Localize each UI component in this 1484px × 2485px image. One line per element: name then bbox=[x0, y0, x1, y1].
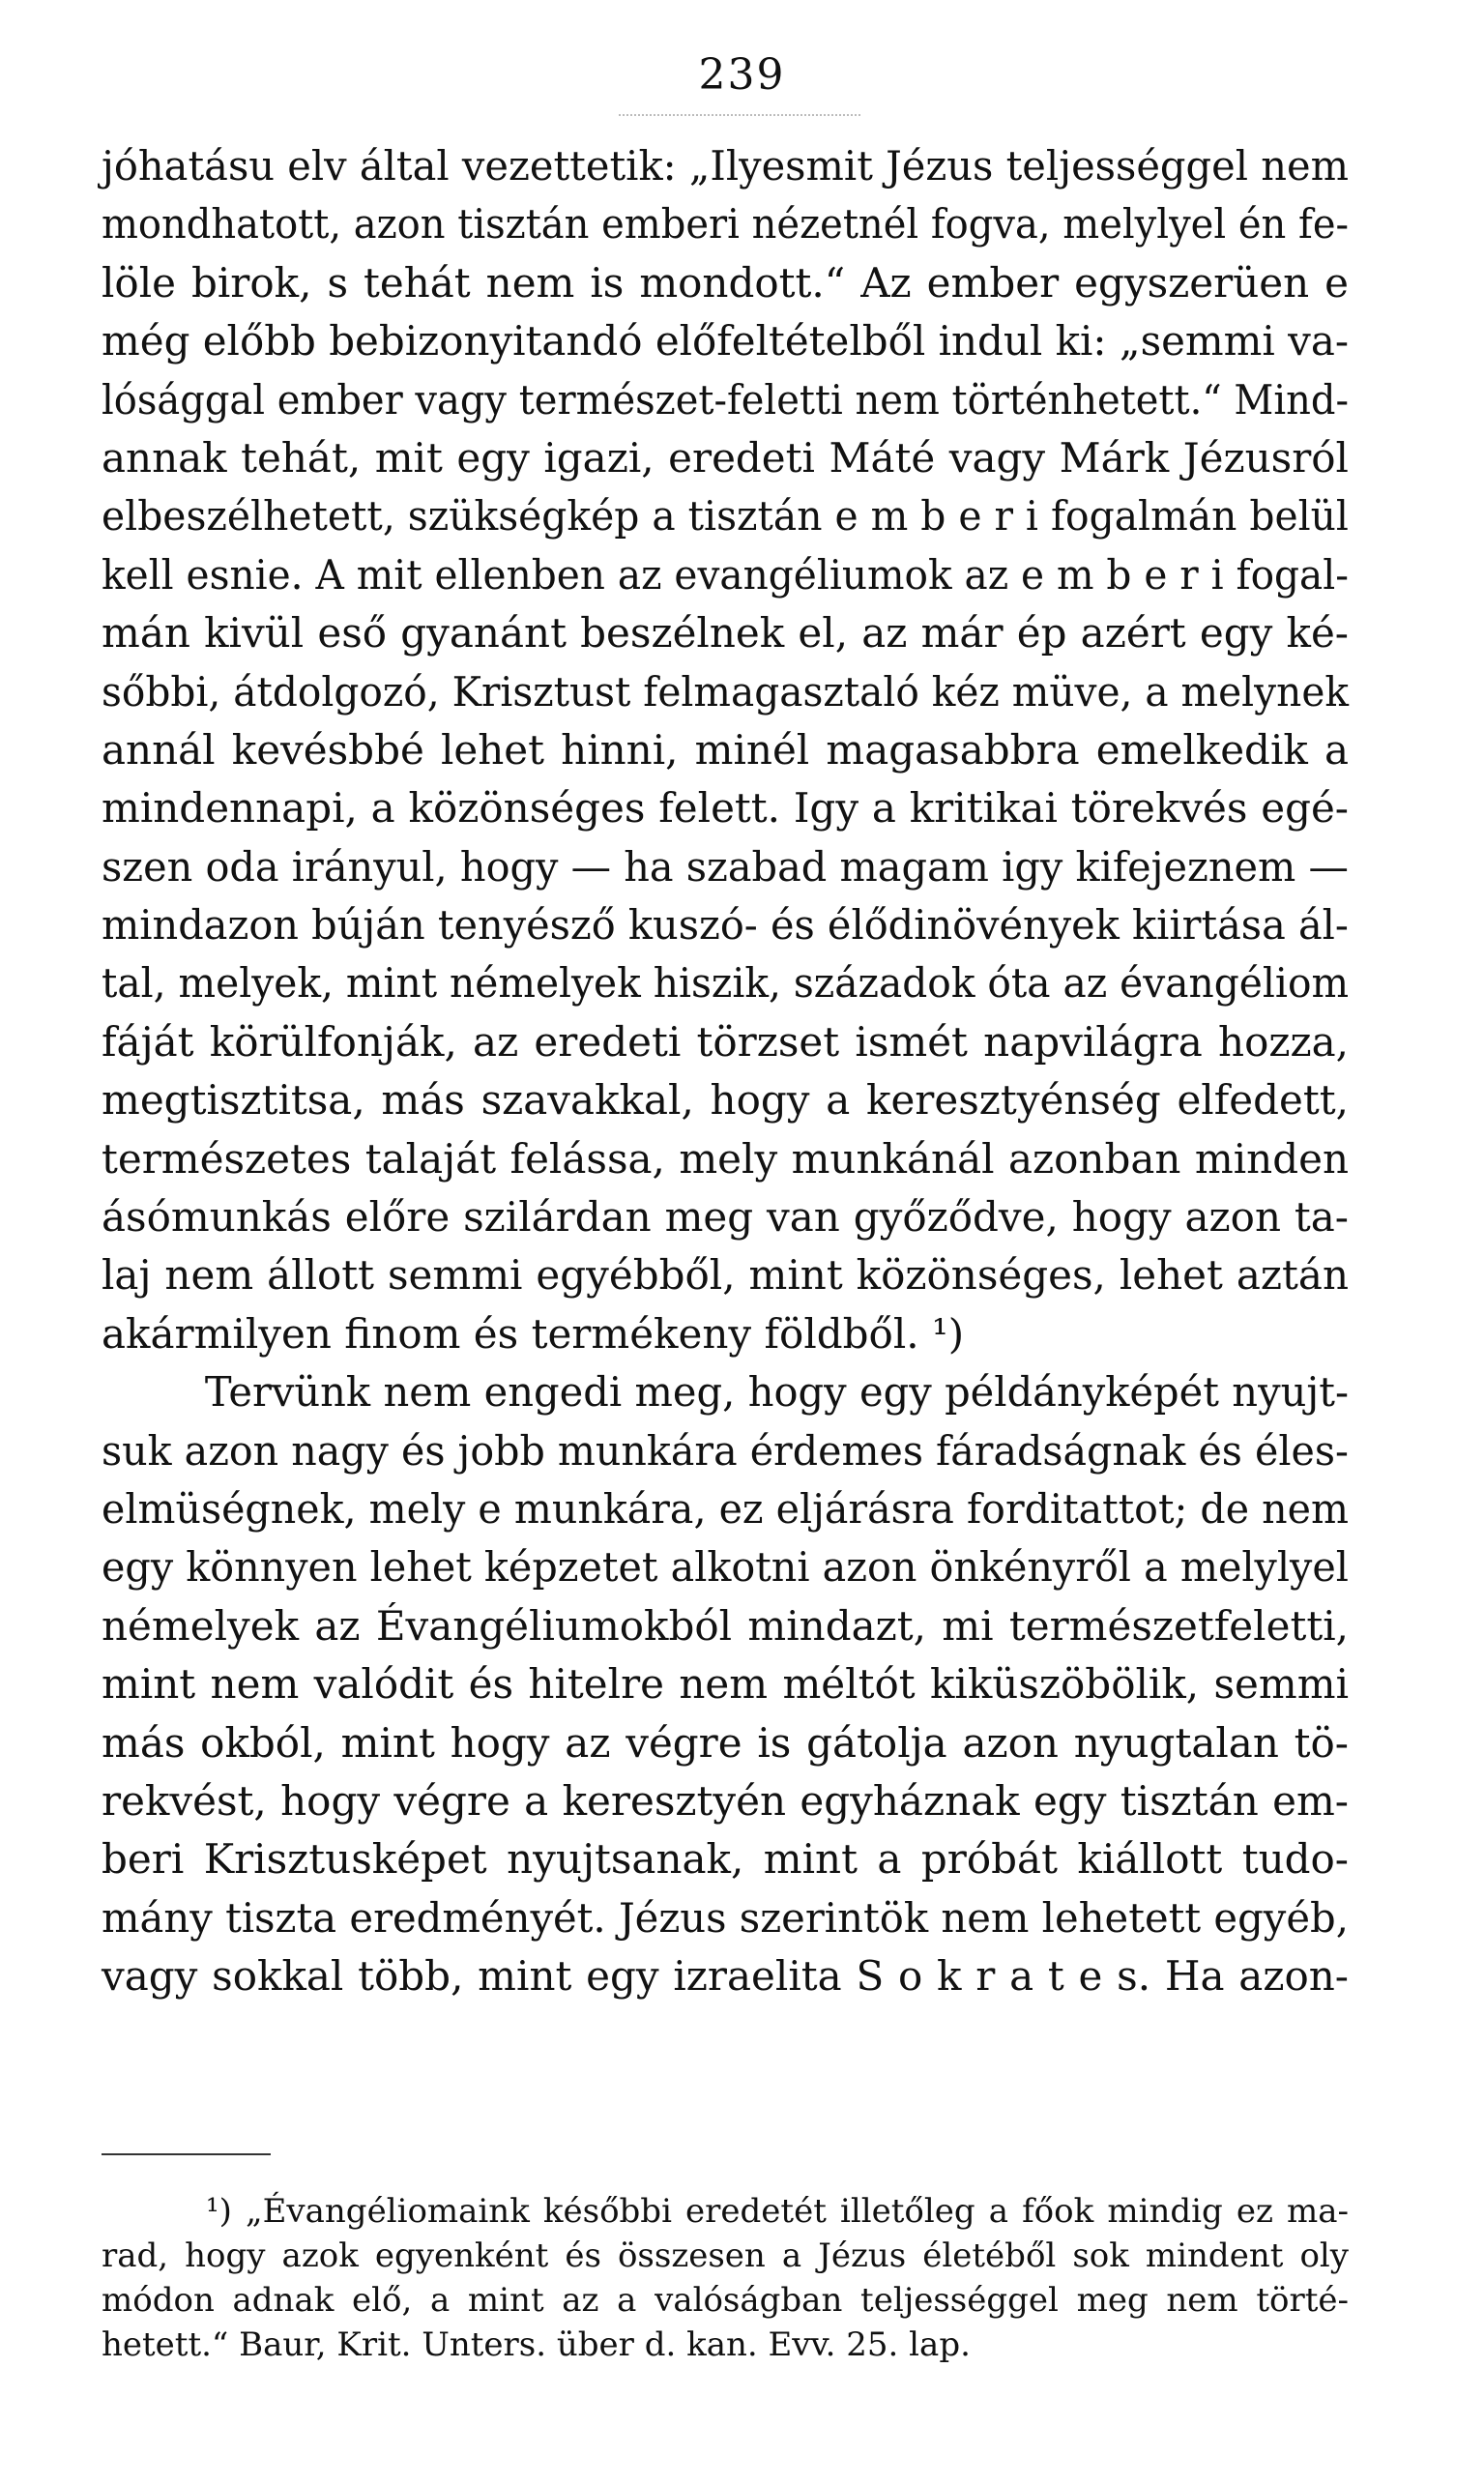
body-text bbox=[102, 137, 1349, 2006]
body-line: mint nem valódit és hitelre nem méltót kiküszöbölik, semmi bbox=[102, 1660, 1349, 1709]
body-line: laj nem állott semmi egyébből, mint közönséges, lehet aztán bbox=[102, 1251, 1349, 1300]
body-line: annak tehát, mit egy igazi, eredeti Máté vagy Márk Jézusról bbox=[102, 433, 1349, 482]
body-line: más okból, mint hogy az végre is gátolja azon nyugtalan tö- bbox=[102, 1718, 1349, 1767]
body-line: elbeszélhetett, szükségkép a tisztán e m b e r i fogalmán belül bbox=[102, 492, 1349, 541]
page-number-underline bbox=[619, 114, 860, 116]
body-line: vagy sokkal több, mint egy izraelita S o k r a t e s. Ha azon- bbox=[102, 1952, 1349, 2001]
body-line: löle birok, s tehát nem is mondott.“ Az ember egyszerüen e bbox=[102, 258, 1349, 307]
body-line: elmüségnek, mely e munkára, ez eljárásra forditattot; de nem bbox=[102, 1484, 1349, 1533]
body-line: annál kevésbbé lehet hinni, minél magasabbra emelkedik a bbox=[102, 725, 1349, 774]
body-line: beri Krisztusképet nyujtsanak, mint a próbát kiállott tudo- bbox=[102, 1835, 1349, 1884]
footnote-line: ¹) „Évangéliomaink későbbi eredetét illetőleg a főok mindig ez ma- bbox=[206, 2192, 1349, 2231]
body-line: még előbb bebizonyitandó előfeltételből indul ki: „semmi va- bbox=[102, 317, 1350, 365]
body-line: egy könnyen lehet képzetet alkotni azon önkényről a melylyel bbox=[102, 1543, 1349, 1592]
body-line: mán kivül eső gyanánt beszélnek el, az már ép azért egy ké- bbox=[102, 609, 1349, 658]
footnote bbox=[102, 2189, 1349, 2367]
body-line: sőbbi, átdolgozó, Krisztust felmagasztaló kéz müve, a melynek bbox=[102, 667, 1350, 716]
body-line: mány tiszta eredményét. Jézus szerintök nem lehetett egyéb, bbox=[102, 1893, 1349, 1942]
body-line: mindazon búján tenyésző kuszó- és élődinövények kiirtása ál- bbox=[102, 901, 1349, 950]
body-line: tal, melyek, mint némelyek hiszik, századok óta az évangéliom bbox=[102, 959, 1350, 1008]
body-line: suk azon nagy és jobb munkára érdemes fáradságnak és éles- bbox=[102, 1426, 1349, 1475]
body-line: fáját körülfonják, az eredeti törzset ismét napvilágra hozza, bbox=[102, 1017, 1349, 1066]
footnote-line: hetett.“ Baur, Krit. Unters. über d. kan. Evv. 25. lap. bbox=[102, 2325, 971, 2364]
body-line-paragraph-end: akármilyen finom és termékeny földből. ¹) bbox=[102, 1309, 965, 1358]
page-number: 239 bbox=[698, 50, 786, 100]
body-line: természetes talaját felássa, mely munkánál azonban minden bbox=[102, 1134, 1349, 1183]
body-line: kell esnie. A mit ellenben az evangéliumok az e m b e r i fogal- bbox=[102, 550, 1350, 599]
body-line: mondhatott, azon tisztán emberi nézetnél fogva, melylyel én fe- bbox=[102, 200, 1350, 248]
body-line-paragraph-start: Tervünk nem engedi meg, hogy egy példányképét nyujt- bbox=[204, 1368, 1349, 1417]
body-line: lósággal ember vagy természet-feletti nem történhetett.“ Mind- bbox=[102, 375, 1350, 424]
body-line: némelyek az Évangéliumokból mindazt, mi természetfeletti, bbox=[102, 1601, 1349, 1650]
footnote-line: rad, hogy azok egyenként és összesen a Jézus életéből sok mindent oly bbox=[102, 2236, 1349, 2275]
body-line: rekvést, hogy végre a keresztyén egyháznak egy tisztán em- bbox=[102, 1776, 1349, 1825]
body-line: ásómunkás előre szilárdan meg van győződve, hogy azon ta- bbox=[102, 1193, 1349, 1242]
footnote-divider bbox=[102, 2153, 271, 2155]
body-line: mindennapi, a közönséges felett. Igy a kritikai törekvés egé- bbox=[102, 784, 1349, 833]
footnote-line: módon adnak elő, a mint az a valóságban teljességgel meg nem törté- bbox=[102, 2281, 1349, 2320]
body-line: szen oda irányul, hogy — ha szabad magam igy kifejeznem — bbox=[102, 842, 1349, 891]
body-line: jóhatásu elv által vezettetik: „Ilyesmit Jézus teljességgel nem bbox=[102, 142, 1350, 190]
body-line: megtisztitsa, más szavakkal, hogy a keresztyénség elfedett, bbox=[102, 1076, 1349, 1125]
